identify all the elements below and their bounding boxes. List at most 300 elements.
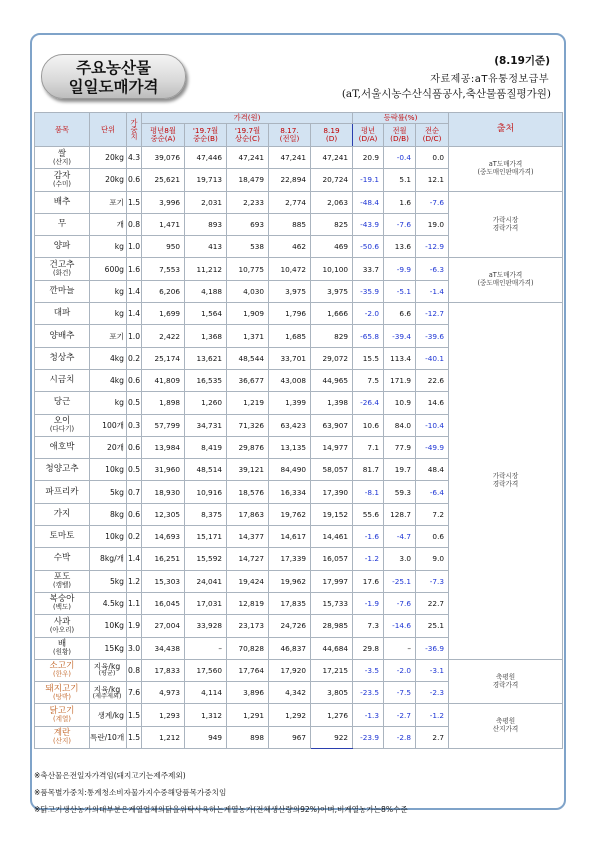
rate-cell: 113.4 [384, 347, 416, 369]
item-label: 복숭아 [49, 594, 75, 605]
price-cell: 1,293 [142, 704, 185, 726]
weight-cell: 0.2 [127, 526, 142, 548]
price-cell: 1,796 [269, 303, 311, 325]
price-cell: 28,985 [311, 615, 353, 637]
price-cell: 17,833 [142, 659, 185, 681]
price-cell: 413 [185, 236, 227, 258]
price-cell: 22,894 [269, 169, 311, 191]
unit-label: 20kg [105, 153, 124, 163]
price-cell: 34,438 [142, 637, 185, 659]
rate-cell: -23.5 [353, 682, 384, 704]
price-cell: 43,008 [269, 369, 311, 391]
item-sublabel: (탕박) [53, 692, 71, 701]
price-cell: 47,446 [185, 147, 227, 169]
price-cell: 23,173 [227, 615, 269, 637]
item-name [35, 704, 90, 726]
rate-cell: 22.6 [416, 369, 449, 391]
item-name [35, 347, 90, 369]
rate-cell: 2.7 [416, 726, 449, 748]
item-label: 감자 [53, 170, 71, 181]
price-cell: 4,030 [227, 280, 269, 302]
price-cell: 1,219 [227, 392, 269, 414]
item-name [35, 526, 90, 548]
unit-cell [90, 459, 127, 481]
price-cell: 57,799 [142, 414, 185, 436]
price-cell: 17,339 [269, 548, 311, 570]
price-cell: 29,072 [311, 347, 353, 369]
item-label: 배 [57, 639, 67, 650]
rate-cell: -2.3 [416, 682, 449, 704]
table-row [35, 147, 563, 169]
price-cell: 14,461 [311, 526, 353, 548]
title-line-1: 주요농산물 [76, 59, 151, 77]
price-cell: 31,960 [142, 459, 185, 481]
item-name [35, 392, 90, 414]
rate-cell: 10.6 [353, 414, 384, 436]
rate-cell: -2.7 [384, 704, 416, 726]
price-cell: 10,775 [227, 258, 269, 280]
title-line-2: 일일도매가격 [68, 78, 159, 96]
price-cell: 13,621 [185, 347, 227, 369]
weight-cell: 0.8 [127, 213, 142, 235]
price-cell: 13,135 [269, 436, 311, 458]
price-cell: 10,916 [185, 481, 227, 503]
rate-cell: -23.9 [353, 726, 384, 748]
source-line: aT도매가격 [488, 271, 523, 280]
price-cell: 16,535 [185, 369, 227, 391]
source-line: 경락가격 [492, 680, 519, 689]
rate-cell: 171.9 [384, 369, 416, 391]
weight-cell: 0.8 [127, 659, 142, 681]
rate-cell: 20.9 [353, 147, 384, 169]
price-cell: 29,876 [227, 436, 269, 458]
price-cell: 19,762 [269, 503, 311, 525]
price-cell: 14,693 [142, 526, 185, 548]
price-cell: 19,424 [227, 570, 269, 592]
rate-cell: 0.6 [416, 526, 449, 548]
rate-cell: 128.7 [384, 503, 416, 525]
price-cell: 1,371 [227, 325, 269, 347]
price-cell: 48,544 [227, 347, 269, 369]
rate-cell: -65.8 [353, 325, 384, 347]
item-sublabel: (백도) [53, 603, 71, 612]
price-cell: 17,835 [269, 592, 311, 614]
reference-date: (8.19기준) [494, 55, 550, 67]
rate-cell: 6.6 [384, 303, 416, 325]
item-label: 시금치 [49, 375, 75, 386]
item-sublabel: (원황) [53, 648, 71, 657]
source-cell [449, 258, 563, 303]
price-cell: 17,764 [227, 659, 269, 681]
unit-label: 10Kg [104, 621, 124, 631]
price-cell: 825 [311, 213, 353, 235]
item-sublabel: (캠벨) [53, 581, 71, 590]
item-sublabel: (수미) [53, 179, 71, 188]
source-line: 가락시장 [492, 215, 519, 224]
rate-cell: -10.4 [416, 414, 449, 436]
unit-sublabel: (평균) [98, 670, 116, 678]
price-cell: 17,560 [185, 659, 227, 681]
item-label: 애호박 [49, 442, 75, 452]
item-label: 가지 [53, 508, 71, 519]
unit-cell [90, 436, 127, 458]
price-cell: 1,564 [185, 303, 227, 325]
price-cell: 538 [227, 236, 269, 258]
price-cell: 17,997 [311, 570, 353, 592]
col-item: 품목 [35, 113, 90, 147]
footnotes [34, 767, 408, 818]
col-price-avg: 평년8월 중순(A) [142, 124, 185, 147]
table-row [35, 191, 563, 213]
price-cell: 469 [311, 236, 353, 258]
weight-cell: 1.0 [127, 325, 142, 347]
price-cell: 47,241 [311, 147, 353, 169]
weight-cell: 1.2 [127, 570, 142, 592]
unit-cell [90, 637, 127, 659]
item-label: 닭고기 [49, 705, 75, 716]
rate-cell: – [384, 637, 416, 659]
price-cell: 1,399 [269, 392, 311, 414]
price-cell: 24,041 [185, 570, 227, 592]
unit-label: 5kg [109, 576, 124, 586]
rate-cell: -6.3 [416, 258, 449, 280]
rate-cell: -1.2 [416, 704, 449, 726]
price-cell: 36,677 [227, 369, 269, 391]
price-cell: 8,419 [185, 436, 227, 458]
item-name [35, 213, 90, 235]
price-cell: 893 [185, 213, 227, 235]
title-badge [41, 54, 186, 99]
price-cell: 1,292 [269, 704, 311, 726]
weight-cell: 1.4 [127, 548, 142, 570]
price-cell: 17,390 [311, 481, 353, 503]
item-label: 오이 [53, 416, 71, 427]
price-cell: 4,188 [185, 280, 227, 302]
item-name [35, 548, 90, 570]
table-row [35, 303, 563, 325]
item-sublabel: (한우) [53, 670, 71, 679]
col-rate-period: 전순 (D/C) [416, 124, 449, 147]
item-name [35, 459, 90, 481]
unit-label: 15Kg [104, 643, 124, 653]
col-price-prev-period: '19.7월 상순(C) [227, 124, 269, 147]
price-rows [35, 147, 563, 749]
unit-cell [90, 258, 127, 280]
item-label: 토마토 [49, 531, 75, 542]
item-name [35, 481, 90, 503]
price-cell: 3,975 [269, 280, 311, 302]
unit-label: 8kg [109, 509, 124, 519]
col-price-group: 가격(원) [142, 113, 353, 124]
price-cell: 949 [185, 726, 227, 748]
weight-cell: 1.9 [127, 615, 142, 637]
rate-cell: -4.7 [384, 526, 416, 548]
rate-cell: -5.1 [384, 280, 416, 302]
rate-cell: -26.4 [353, 392, 384, 414]
weight-cell: 0.5 [127, 392, 142, 414]
rate-cell: -3.1 [416, 659, 449, 681]
data-sources: (aT,서울시농수산식품공사,축산물품질평가원) [341, 88, 551, 100]
price-cell: – [185, 637, 227, 659]
rate-cell: -48.4 [353, 191, 384, 213]
table-row [35, 704, 563, 726]
item-label: 청상추 [49, 352, 75, 363]
unit-label: 600g [104, 264, 124, 274]
price-cell: 10,100 [311, 258, 353, 280]
unit-cell [90, 592, 127, 614]
item-name [35, 726, 90, 748]
unit-cell [90, 347, 127, 369]
unit-cell [90, 615, 127, 637]
source-line: aT도매가격 [488, 159, 523, 168]
price-cell: 3,896 [227, 682, 269, 704]
item-name [35, 637, 90, 659]
item-label: 소고기 [49, 661, 75, 672]
unit-cell [90, 392, 127, 414]
rate-cell: -2.0 [384, 659, 416, 681]
rate-cell: 55.6 [353, 503, 384, 525]
unit-cell [90, 169, 127, 191]
item-name [35, 369, 90, 391]
source-line: 경락가격 [492, 479, 519, 488]
price-table [34, 112, 563, 749]
price-cell: 1,699 [142, 303, 185, 325]
col-unit: 단위 [90, 113, 127, 147]
weight-cell: 1.0 [127, 236, 142, 258]
unit-cell [90, 213, 127, 235]
price-cell: 14,617 [269, 526, 311, 548]
unit-label: 특란/10개 [90, 732, 125, 742]
price-cell: 41,809 [142, 369, 185, 391]
rate-cell: -25.1 [384, 570, 416, 592]
rate-cell: -39.6 [416, 325, 449, 347]
unit-label: kg [114, 309, 124, 319]
rate-cell: 81.7 [353, 459, 384, 481]
price-cell: 71,326 [227, 414, 269, 436]
unit-label: 5kg [109, 487, 124, 497]
source-line: (중도매인판매가격) [477, 167, 534, 176]
price-cell: 1,398 [311, 392, 353, 414]
weight-cell: 1.4 [127, 303, 142, 325]
price-cell: 12,305 [142, 503, 185, 525]
price-cell: 17,863 [227, 503, 269, 525]
price-cell: 1,471 [142, 213, 185, 235]
unit-cell [90, 503, 127, 525]
unit-label: 개 [116, 220, 124, 230]
price-cell: 1,909 [227, 303, 269, 325]
item-name [35, 659, 90, 681]
rate-cell: 15.5 [353, 347, 384, 369]
item-label: 청양고추 [45, 464, 79, 475]
rate-cell: 25.1 [416, 615, 449, 637]
unit-label: 4.5kg [102, 599, 124, 609]
price-cell: 16,334 [269, 481, 311, 503]
item-sublabel: (화건) [53, 269, 71, 278]
rate-cell: 29.8 [353, 637, 384, 659]
price-cell: 1,685 [269, 325, 311, 347]
item-label: 양파 [53, 241, 71, 252]
unit-cell [90, 659, 127, 681]
weight-cell: 1.6 [127, 258, 142, 280]
source-line: 축평원 [495, 717, 516, 726]
item-name [35, 325, 90, 347]
price-cell: 18,930 [142, 481, 185, 503]
rate-cell: 10.9 [384, 392, 416, 414]
rate-cell: 5.1 [384, 169, 416, 191]
rate-cell: 14.6 [416, 392, 449, 414]
weight-cell: 1.5 [127, 726, 142, 748]
price-cell: 33,701 [269, 347, 311, 369]
unit-label: kg [114, 286, 124, 296]
price-cell: 19,713 [185, 169, 227, 191]
rate-cell: -0.4 [384, 147, 416, 169]
item-sublabel: (아오리) [49, 625, 75, 634]
unit-label: 20개 [107, 443, 124, 452]
rate-cell: -7.6 [384, 592, 416, 614]
price-cell: 922 [311, 726, 353, 748]
price-cell: 46,837 [269, 637, 311, 659]
unit-label: 100개 [102, 420, 124, 430]
price-cell: 829 [311, 325, 353, 347]
price-cell: 15,303 [142, 570, 185, 592]
rate-cell: -39.4 [384, 325, 416, 347]
item-name [35, 191, 90, 213]
price-cell: 4,973 [142, 682, 185, 704]
rate-cell: -12.7 [416, 303, 449, 325]
price-cell: 47,241 [227, 147, 269, 169]
price-cell: 58,057 [311, 459, 353, 481]
rate-cell: -6.4 [416, 481, 449, 503]
price-cell: 39,076 [142, 147, 185, 169]
rate-cell: -1.9 [353, 592, 384, 614]
item-sublabel: (다다기) [49, 425, 75, 434]
source-line: 경락가격 [492, 223, 519, 232]
item-sublabel: (계열) [53, 714, 71, 723]
weight-cell: 1.4 [127, 280, 142, 302]
price-cell: 11,212 [185, 258, 227, 280]
item-label: 쌀 [57, 148, 67, 159]
rate-cell: 22.7 [416, 592, 449, 614]
rate-cell: -7.5 [384, 682, 416, 704]
item-name [35, 592, 90, 614]
weight-cell: 0.5 [127, 459, 142, 481]
rate-cell: 7.1 [353, 436, 384, 458]
price-cell: 15,171 [185, 526, 227, 548]
rate-cell: 7.2 [416, 503, 449, 525]
source-line: 축평원 [495, 672, 516, 681]
item-label: 수박 [53, 553, 71, 564]
price-cell: 1,291 [227, 704, 269, 726]
price-cell: 33,928 [185, 615, 227, 637]
item-sublabel: (산지) [53, 737, 71, 746]
price-cell: 693 [227, 213, 269, 235]
rate-cell: -7.6 [416, 191, 449, 213]
item-name [35, 236, 90, 258]
unit-label: 생계/kg [97, 710, 124, 720]
rate-cell: 0.0 [416, 147, 449, 169]
price-cell: 25,621 [142, 169, 185, 191]
price-cell: 3,805 [311, 682, 353, 704]
rate-cell: -40.1 [416, 347, 449, 369]
item-label: 건고추 [49, 260, 75, 270]
price-cell: 20,724 [311, 169, 353, 191]
table-row [35, 258, 563, 280]
rate-cell: -1.2 [353, 548, 384, 570]
unit-label: 포기 [109, 197, 124, 207]
rate-cell: -50.6 [353, 236, 384, 258]
source-line: 가락시장 [492, 472, 519, 481]
unit-label: 10kg [105, 465, 124, 475]
weight-cell: 1.1 [127, 592, 142, 614]
rate-cell: 19.0 [416, 213, 449, 235]
rate-cell: 59.3 [384, 481, 416, 503]
price-cell: 1,260 [185, 392, 227, 414]
unit-cell [90, 570, 127, 592]
weight-cell: 1.5 [127, 191, 142, 213]
item-name [35, 303, 90, 325]
price-cell: 13,984 [142, 436, 185, 458]
unit-label: 4kg [109, 353, 124, 363]
rate-cell: -35.9 [353, 280, 384, 302]
rate-cell: -8.1 [353, 481, 384, 503]
rate-cell: 77.9 [384, 436, 416, 458]
col-weight: 가중치 [127, 113, 142, 147]
unit-sublabel: (제주제외) [92, 692, 122, 700]
price-cell: 15,592 [185, 548, 227, 570]
price-cell: 17,215 [311, 659, 353, 681]
price-cell: 2,031 [185, 191, 227, 213]
rate-cell: -14.6 [384, 615, 416, 637]
rate-cell: -36.9 [416, 637, 449, 659]
unit-cell [90, 526, 127, 548]
weight-cell: 7.6 [127, 682, 142, 704]
source-line: 산지가격 [492, 725, 519, 734]
unit-cell [90, 147, 127, 169]
price-cell: 8,375 [185, 503, 227, 525]
data-provider: 자료제공:aT유통정보급부 [430, 74, 549, 85]
price-cell: 1,368 [185, 325, 227, 347]
item-label: 돼지고기 [45, 683, 79, 694]
rate-cell: 7.3 [353, 615, 384, 637]
weight-cell: 0.6 [127, 436, 142, 458]
unit-cell [90, 325, 127, 347]
item-label: 배추 [53, 196, 71, 207]
item-label: 포도 [53, 572, 71, 583]
table-row [35, 659, 563, 681]
rate-cell: 84.0 [384, 414, 416, 436]
price-cell: 34,731 [185, 414, 227, 436]
rate-cell: -7.6 [384, 213, 416, 235]
price-cell: 84,490 [269, 459, 311, 481]
source-cell [449, 191, 563, 258]
price-cell: 3,996 [142, 191, 185, 213]
price-cell: 3,975 [311, 280, 353, 302]
rate-cell: -1.3 [353, 704, 384, 726]
rate-cell: -12.9 [416, 236, 449, 258]
unit-cell [90, 191, 127, 213]
col-price-prev-day: 8.17. (전일) [269, 124, 311, 147]
col-rate-avg: 평년 (D/A) [353, 124, 384, 147]
price-cell: 898 [227, 726, 269, 748]
item-name [35, 258, 90, 280]
price-cell: 7,553 [142, 258, 185, 280]
unit-cell [90, 369, 127, 391]
rate-cell: -9.9 [384, 258, 416, 280]
rate-cell: -49.9 [416, 436, 449, 458]
item-name [35, 280, 90, 302]
weight-cell: 0.6 [127, 369, 142, 391]
rate-cell: 7.5 [353, 369, 384, 391]
